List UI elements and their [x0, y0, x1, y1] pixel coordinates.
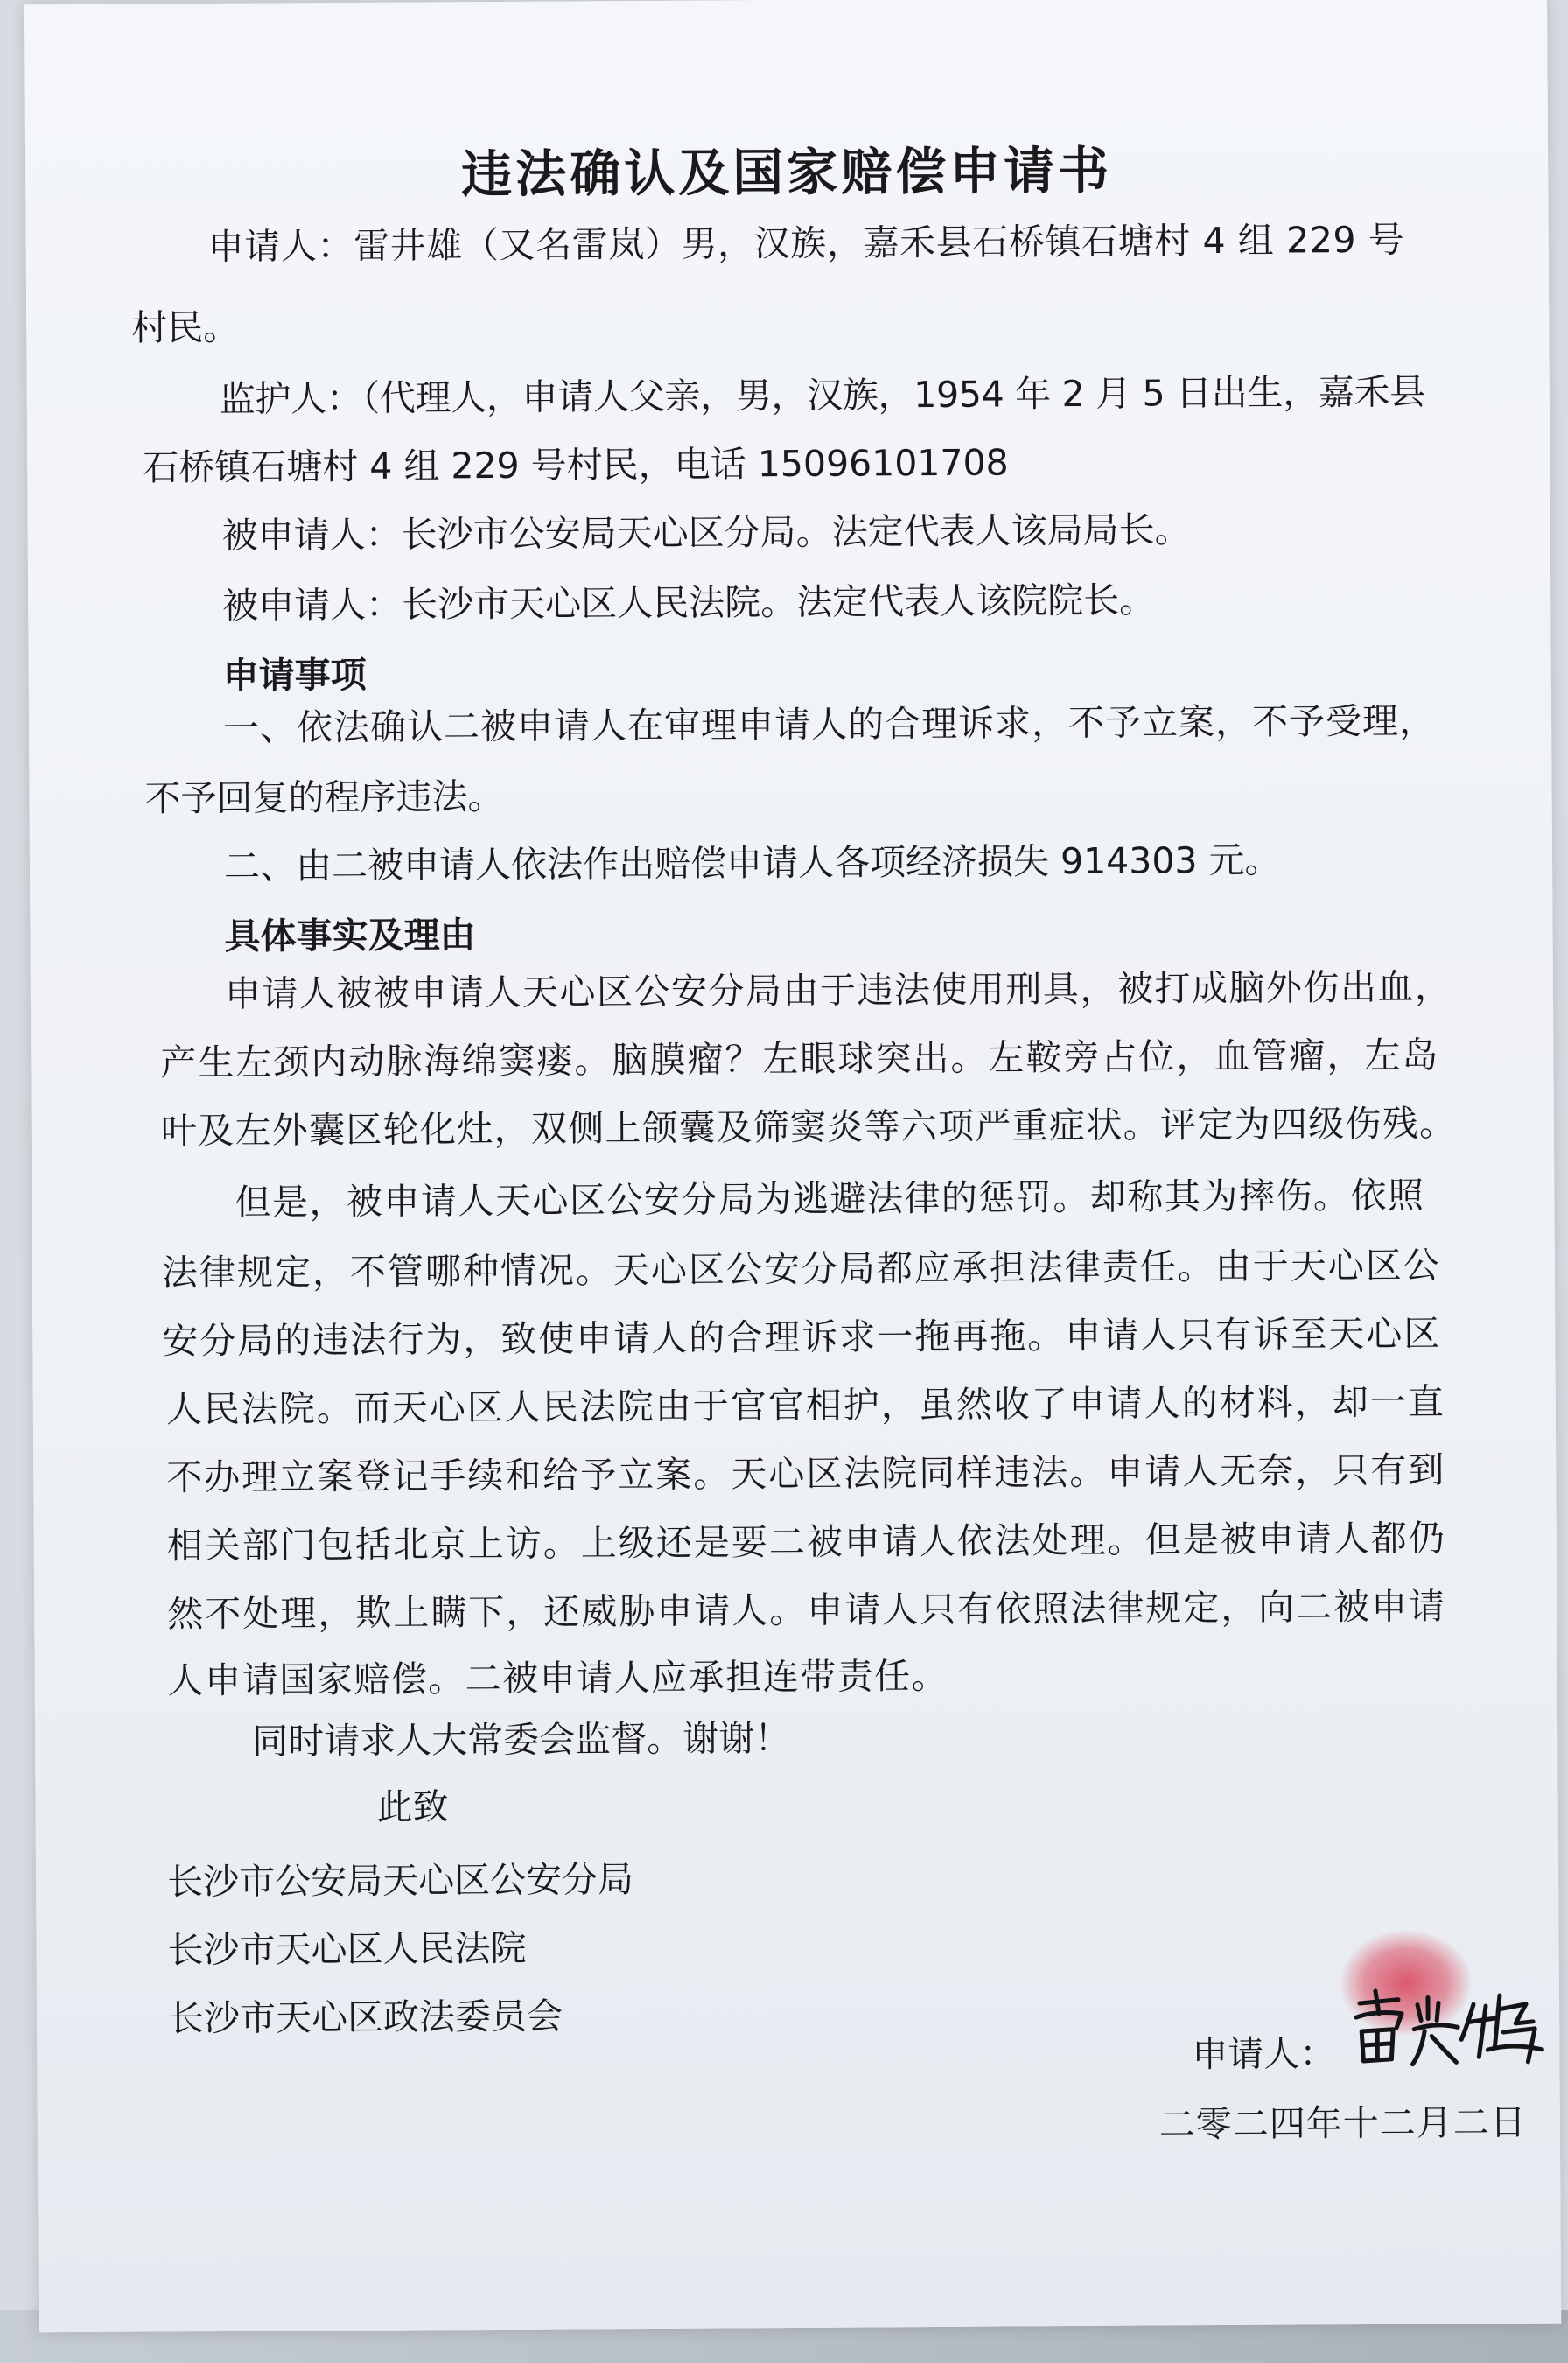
respondent-1: 被申请人：长沙市公安局天心区分局。法定代表人该局局长。 — [221, 508, 1191, 557]
recipient: 长沙市公安局天心区公安分局 — [166, 1858, 634, 1904]
recipient: 长沙市天心区人民法院 — [167, 1926, 527, 1972]
respondent-2: 被申请人：长沙市天心区人民法院。法定代表人该院院长。 — [222, 578, 1156, 627]
facts-line: 人申请国家赔偿。二被申请人应承担连带责任。 — [167, 1654, 949, 1702]
facts-line: 安分局的违法行为，致使申请人的合理诉求一拖再拖。申请人只有诉至天心区 — [162, 1312, 1442, 1363]
applicant-line-1: 申请人：雷井雄（又名雷岚）男，汉族，嘉禾县石桥镇石塘村 4 组 229 号 — [207, 218, 1405, 269]
salutation: 此致 — [376, 1785, 449, 1828]
facts-heading: 具体事实及理由 — [224, 914, 476, 957]
document-date: 二零二四年十二月二日 — [1158, 2100, 1527, 2146]
item-1-line-2: 不予回复的程序违法。 — [144, 775, 504, 820]
guardian-line-1: 监护人：（代理人，申请人父亲，男，汉族，1954 年 2 月 5 日出生，嘉禾县 — [219, 370, 1426, 420]
document-page — [24, 0, 1561, 2332]
facts-line: 相关部门包括北京上访。上级还是要二被申请人依法处理。但是被申请人都仍 — [166, 1517, 1446, 1567]
item-2: 二、由二被申请人依法作出赔偿申请人各项经济损失 914303 元。 — [223, 838, 1281, 887]
document-title: 违法确认及国家赔偿申请书 — [460, 140, 1113, 205]
facts-line: 人民法院。而天心区人民法院由于官官相护，虽然收了申请人的材料，却一直 — [165, 1380, 1446, 1431]
facts-line: 法律规定，不管哪种情况。天心区公安分局都应承担法律责任。由于天心区公 — [161, 1244, 1441, 1294]
guardian-line-2: 石桥镇石塘村 4 组 229 号村民，电话 15096101708 — [143, 441, 1009, 489]
handwritten-signature — [1340, 1978, 1551, 2084]
facts-line: 然不处理，欺上瞒下，还威胁申请人。申请人只有依照法律规定，向二被申请 — [167, 1585, 1447, 1636]
recipient: 长沙市天心区政法委员会 — [167, 1995, 564, 2040]
supervision-request: 同时请求人大常委会监督。谢谢！ — [251, 1717, 791, 1763]
facts-line: 申请人被被申请人天心区公安分局由于违法使用刑具，被打成脑外伤出血， — [224, 965, 1452, 1015]
facts-line: 不办理立案登记手续和给予立案。天心区法院同样违法。申请人无奈，只有到 — [166, 1448, 1446, 1499]
items-heading: 申请事项 — [222, 653, 367, 697]
facts-line: 叶及左外囊区轮化灶，双侧上颌囊及筛窦炎等六项严重症状。评定为四级伤残。 — [160, 1102, 1457, 1153]
facts-line: 产生左颈内动脉海绵窦瘘。脑膜瘤？左眼球突出。左鞍旁占位，血管瘤，左岛 — [160, 1034, 1440, 1084]
signature-label: 申请人： — [1192, 2032, 1336, 2076]
item-1-line-1: 一、依法确认二被申请人在审理申请人的合理诉求，不予立案，不予受理， — [222, 699, 1437, 749]
facts-line: 但是，被申请人天心区公安分局为逃避法律的惩罚。却称其为摔伤。依照 — [234, 1174, 1425, 1224]
applicant-line-2: 村民。 — [131, 305, 240, 349]
